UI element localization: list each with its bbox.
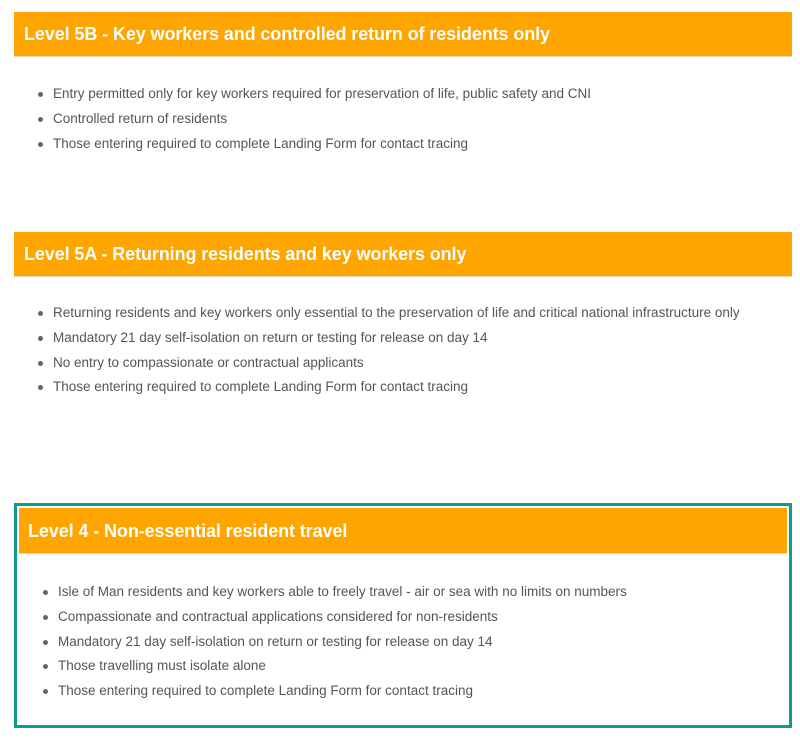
list-item: Those travelling must isolate alone	[56, 654, 776, 679]
level-4-header[interactable]: Level 4 - Non-essential resident travel	[19, 508, 787, 554]
list-item: Those entering required to complete Landing Form for contact tracing	[56, 679, 776, 704]
level-4-panel-active	[14, 503, 792, 728]
list-item: Those entering required to complete Landing Form for contact tracing	[51, 132, 771, 157]
level-5b-panel	[14, 12, 792, 172]
level-5b-header[interactable]: Level 5B - Key workers and controlled return of residents only	[14, 12, 792, 57]
list-item: No entry to compassionate or contractual applicants	[51, 351, 771, 376]
level-4-list	[56, 580, 776, 704]
level-5a-panel	[14, 232, 792, 447]
list-item: Mandatory 21 day self-isolation on return or testing for release on day 14	[51, 326, 771, 351]
list-item: Entry permitted only for key workers required for preservation of life, public safety and CNI	[51, 82, 771, 107]
list-item: Returning residents and key workers only essential to the preservation of life and critical national infrastructure only	[51, 301, 771, 326]
list-item: Mandatory 21 day self-isolation on return or testing for release on day 14	[56, 630, 776, 655]
level-5a-list	[51, 301, 771, 400]
list-item: Controlled return of residents	[51, 107, 771, 132]
list-item: Isle of Man residents and key workers able to freely travel - air or sea with no limits on numbers	[56, 580, 776, 605]
list-item: Those entering required to complete Landing Form for contact tracing	[51, 375, 771, 400]
list-item: Compassionate and contractual applications considered for non-residents	[56, 605, 776, 630]
level-5a-header[interactable]: Level 5A - Returning residents and key workers only	[14, 232, 792, 277]
level-5b-list	[51, 82, 771, 156]
